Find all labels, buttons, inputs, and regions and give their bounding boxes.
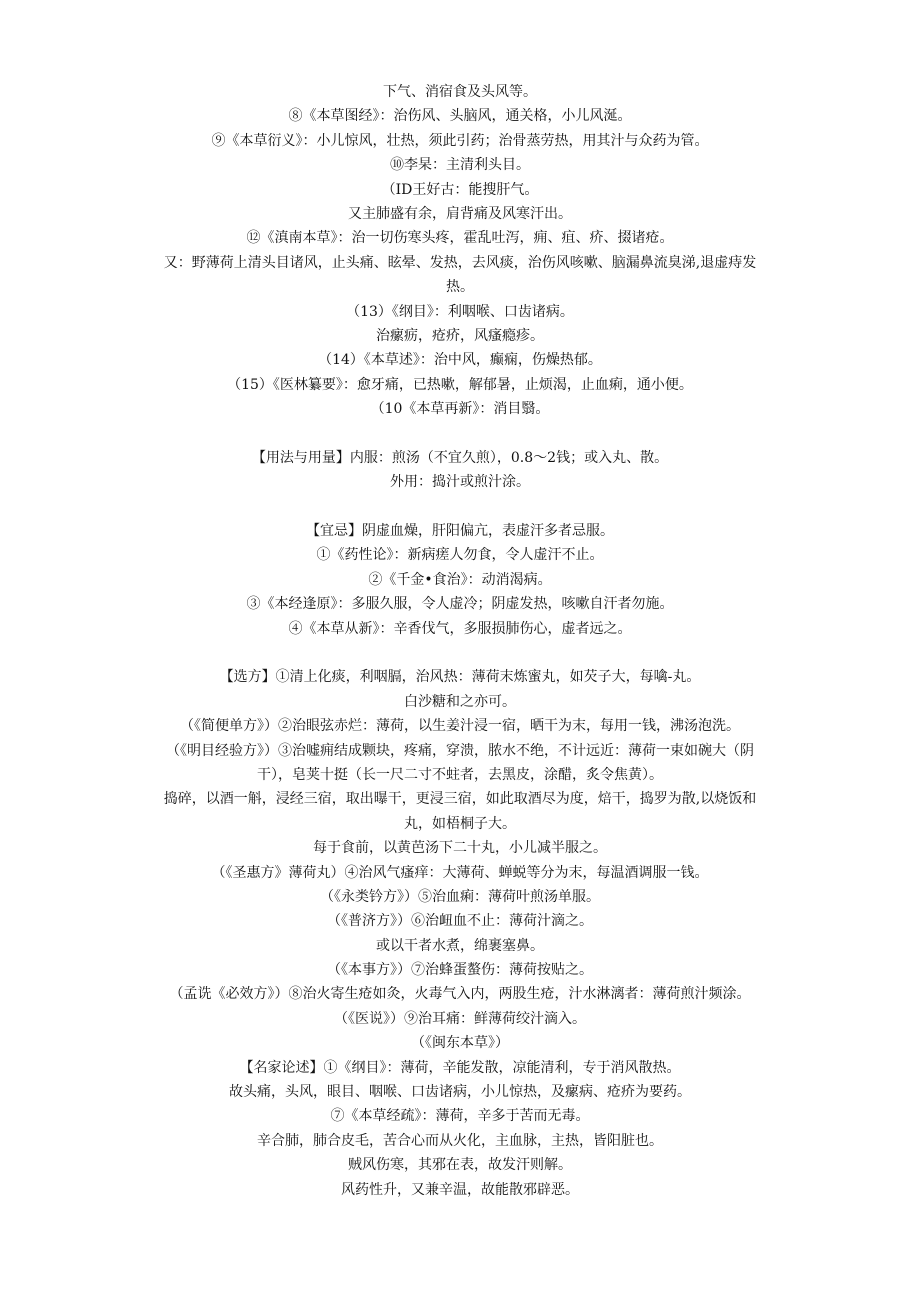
text-line: 故头痛，头风，眼目、咽喉、口齿诸病，小儿惊热，及瘰病、疮疥为要药。 bbox=[229, 1084, 691, 1101]
text-line: （ID王好古：能搜肝气。 bbox=[381, 181, 539, 198]
section-prescriptions-heading: 【选方】①清上化痰，利咽膈，治风热：薄荷末炼蜜丸，如芡子大，每噙-丸。 bbox=[219, 669, 701, 686]
paragraph-gap bbox=[0, 495, 920, 519]
section-commentary-heading: 【名家论述】①《纲目》：薄荷，辛能发散，凉能清利，专于消风散热。 bbox=[239, 1059, 681, 1076]
document-page bbox=[0, 80, 920, 1202]
text-line: ①《药性论》：新病瘥人勿食，令人虚汗不止。 bbox=[316, 547, 604, 564]
text-line: 贼风伤寒，其邪在表，故发汗则解。 bbox=[348, 1157, 572, 1174]
text-line: 辛合肺，肺合皮毛，苦合心而从火化，主血脉，主热，皆阳脏也。 bbox=[257, 1132, 663, 1149]
text-line: ⑧《本草图经》：治伤风、头脑风，通关格，小儿风涎。 bbox=[288, 108, 632, 125]
text-line: ⑫《滇南本草》：治一切伤寒头疼，霍乱吐泻，痈、疽、疥、掇诸疮。 bbox=[246, 230, 674, 247]
text-line: （13）《纲目》：利咽喉、口齿诸病。 bbox=[346, 303, 574, 320]
text-line: 又：野薄荷上清头目诸风，止头痛、眩晕、发热，去风痰，治伤风咳嗽、脑漏鼻流臭涕,退虚痔发 bbox=[163, 254, 757, 271]
text-line: ③《本经逢原》：多服久服，令人虚冷；阴虚发热，咳嗽自汗者勿施。 bbox=[246, 596, 674, 613]
text-line: 外用：捣汁或煎汁涂。 bbox=[390, 474, 530, 491]
text-line: （《永类钤方》）⑤治血痢：薄荷叶煎汤单服。 bbox=[320, 888, 600, 905]
text-line: （《医说》）⑨治耳痛：鲜薄荷绞汁滴入。 bbox=[334, 1010, 586, 1027]
text-line: 丸，如梧桐子大。 bbox=[404, 815, 516, 832]
text-line: 下气、消宿食及头风等。 bbox=[383, 84, 537, 100]
text-line: 捣碎，以酒一斛，浸经三宿，取出曝干，更浸三宿，如此取酒尽为度，焙干，捣罗为散,以烧饭和 bbox=[163, 791, 757, 808]
text-line: 治瘰疬，疮疥，风瘙瘾疹。 bbox=[376, 327, 544, 344]
text-line: （《明目经验方》）③治嘘痈结成颗块，疼痛，穿溃，脓水不绝，不计远近：薄荷一束如碗大（阴 bbox=[166, 742, 754, 759]
section-usage-heading: 【用法与用量】内服：煎汤（不宜久煎），0.8〜2钱；或入丸、散。 bbox=[251, 449, 669, 466]
text-line: （《闽东本草》） bbox=[411, 1035, 509, 1052]
text-line: 风药性升，又兼辛温，故能散邪辟恶。 bbox=[341, 1181, 579, 1198]
text-line: ②《千金•食治》：动消渴病。 bbox=[368, 571, 552, 588]
text-line: 热。 bbox=[446, 279, 474, 296]
text-line: ⑦《本草经疏》：薄荷，辛多于苦而无毒。 bbox=[330, 1108, 590, 1125]
text-line: （14）《本草述》：治中风，癫痫，伤燥热郁。 bbox=[318, 352, 602, 369]
text-line: （《圣惠方》薄荷丸）④治风气瘙痒：大薄荷、蝉蜕等分为末，每温酒调服一钱。 bbox=[211, 864, 709, 881]
text-line: 干），皂荚十挺（长一尺二寸不蛀者，去黑皮，涂醋，炙令焦黄）。 bbox=[257, 766, 663, 783]
text-line: （《普济方》）⑥治衄血不止：薄荷汁滴之。 bbox=[327, 913, 593, 930]
text-line: 每于食前，以黄芭汤下二十丸，小儿减半服之。 bbox=[313, 840, 607, 857]
text-line: （10《本草再新》：消目翳。 bbox=[370, 401, 550, 418]
text-line: （孟诜《必效方》）⑧治火寄生疮如灸，火毒气入内，两股生疮，汁水淋漓者：薄荷煎汁频涂。 bbox=[169, 986, 751, 1003]
text-line: （15）《医林纂要》：愈牙痛，已热嗽，解郁暑，止烦渴，止血痢，通小便。 bbox=[227, 376, 693, 393]
text-line: ④《本草从新》：辛香伐气，多服损肺伤心，虚者远之。 bbox=[288, 620, 632, 637]
section-contraindications-heading: 【宜忌】阴虚血燥，肝阳偏亢，表虚汗多者忌服。 bbox=[306, 523, 614, 540]
text-line: （《简便单方》）②治眼弦赤烂：薄荷，以生姜汁浸一宿，晒干为末，每用一钱，沸汤泡洗。 bbox=[180, 718, 740, 735]
text-line: 或以干者水煮，绵裹塞鼻。 bbox=[376, 937, 544, 954]
text-line: ⑨《本草衍义》：小儿惊风，壮热，须此引药；治骨蒸劳热，用其汁与众药为管。 bbox=[211, 132, 709, 149]
paragraph-gap bbox=[0, 421, 920, 445]
text-line: ⑩李杲：主清利头目。 bbox=[390, 157, 530, 174]
text-line: 又主肺盛有余，肩背痛及风寒汗出。 bbox=[348, 205, 572, 222]
text-line: （《本事方》）⑦治蜂蛋螯伤：薄荷按贴之。 bbox=[327, 962, 593, 979]
text-line: 白沙糖和之亦可。 bbox=[404, 693, 516, 710]
paragraph-gap bbox=[0, 641, 920, 665]
